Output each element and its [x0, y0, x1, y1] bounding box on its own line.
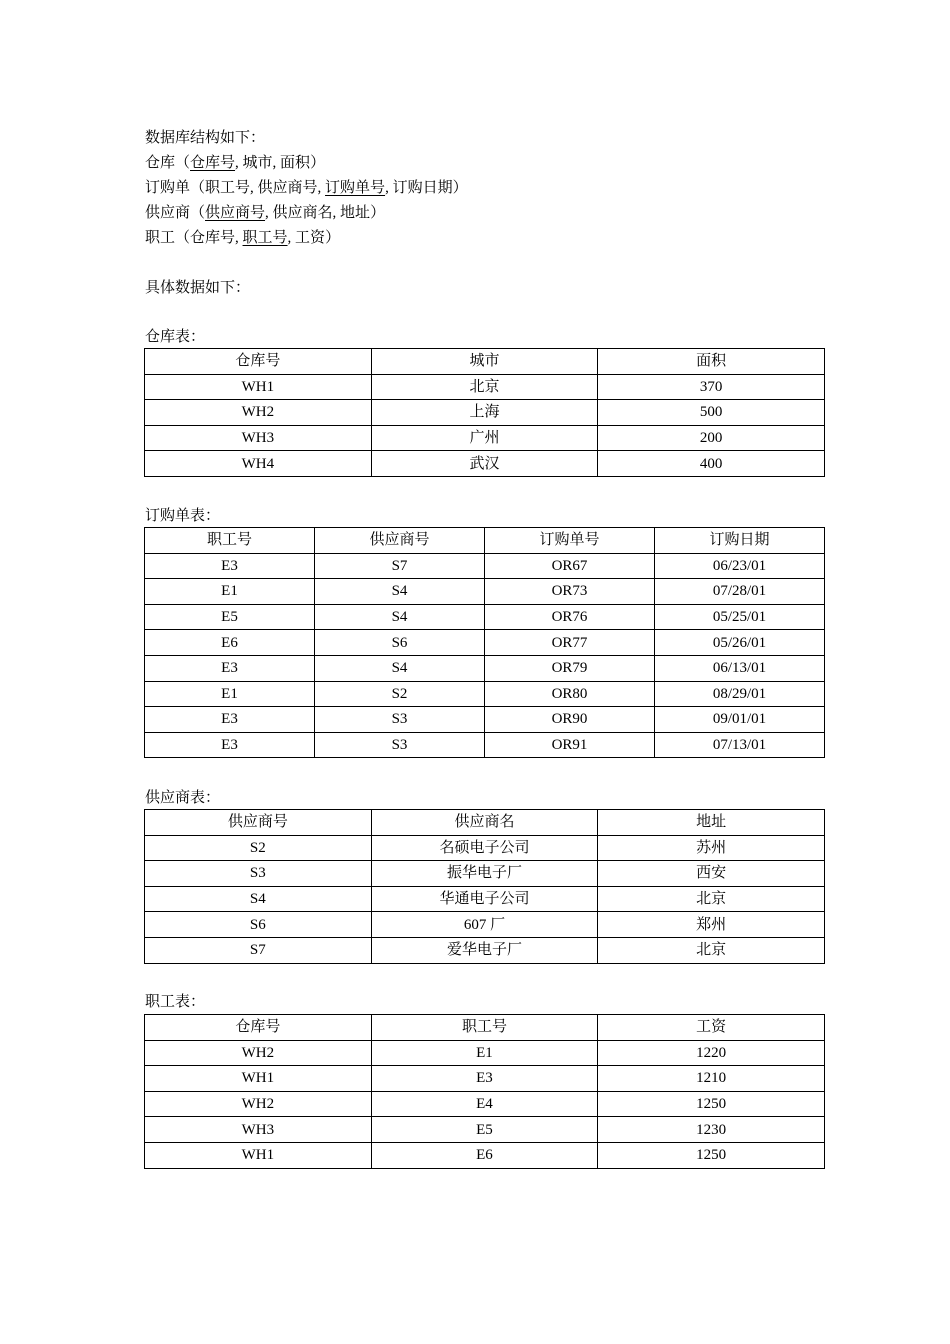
table-row	[145, 1066, 825, 1092]
table-cell: 500	[598, 400, 825, 426]
schema-field: 供应商名	[272, 205, 333, 221]
schema-key-field: 仓库号	[190, 155, 236, 171]
table-cell: 200	[598, 425, 825, 451]
schema-field: 城市	[242, 155, 273, 171]
table-caption: 供应商表：	[145, 790, 221, 806]
table-cell: S4	[315, 579, 485, 605]
table-cell: WH3	[145, 1117, 372, 1143]
table-header-cell: 地址	[598, 810, 825, 836]
table-cell: E5	[145, 604, 315, 630]
table-cell: E6	[371, 1142, 598, 1168]
table-cell: S3	[145, 861, 372, 887]
table-header-cell: 供应商名	[371, 810, 598, 836]
table-cell: OR73	[485, 579, 655, 605]
schema-close-paren: ）	[370, 205, 386, 221]
table-cell: S7	[315, 553, 485, 579]
table-row	[145, 451, 825, 477]
table-cell: OR91	[485, 732, 655, 758]
data-heading: 具体数据如下：	[145, 280, 251, 296]
table-cell: S6	[145, 912, 372, 938]
table-cell: WH2	[145, 1040, 372, 1066]
table-header-row	[145, 1015, 825, 1041]
table-cell: S2	[145, 835, 372, 861]
schema-key-field: 供应商号	[205, 205, 266, 221]
table-cell: S4	[315, 604, 485, 630]
table-cell: WH1	[145, 374, 372, 400]
table-row	[145, 835, 825, 861]
table-cell: 北京	[371, 374, 598, 400]
table-cell: E5	[371, 1117, 598, 1143]
table-header-row	[145, 810, 825, 836]
table-header-row	[145, 349, 825, 375]
table-cell: 1220	[598, 1040, 825, 1066]
table-cell: 1210	[598, 1066, 825, 1092]
schema-entity-name: 职工（	[145, 230, 191, 246]
data-table	[144, 527, 825, 758]
schema-line	[145, 226, 340, 250]
table-row	[145, 553, 825, 579]
table-cell: OR79	[485, 655, 655, 681]
table-cell: 400	[598, 451, 825, 477]
table-cell: E4	[371, 1091, 598, 1117]
schema-close-paren: ）	[325, 230, 341, 246]
table-header-cell: 供应商号	[145, 810, 372, 836]
schema-line	[145, 151, 325, 175]
table-header-cell: 职工号	[145, 528, 315, 554]
field-separator: ,	[265, 205, 273, 221]
table-cell: S2	[315, 681, 485, 707]
table-row	[145, 861, 825, 887]
table-row	[145, 630, 825, 656]
table-row	[145, 1040, 825, 1066]
table-row	[145, 681, 825, 707]
table-cell: 1250	[598, 1142, 825, 1168]
table-row	[145, 579, 825, 605]
table-cell: WH4	[145, 451, 372, 477]
table-cell: OR77	[485, 630, 655, 656]
table-header-cell: 仓库号	[145, 1015, 372, 1041]
table-row	[145, 912, 825, 938]
schema-close-paren: ）	[310, 155, 326, 171]
field-separator: ,	[385, 180, 393, 196]
table-row	[145, 707, 825, 733]
table-cell: 1230	[598, 1117, 825, 1143]
table-cell: S4	[145, 886, 372, 912]
table-cell: 北京	[598, 937, 825, 963]
schema-key-field: 职工号	[242, 230, 288, 246]
table-cell: E3	[145, 553, 315, 579]
table-cell: 苏州	[598, 835, 825, 861]
field-separator: ,	[235, 155, 243, 171]
table-cell: S3	[315, 732, 485, 758]
table-caption: 职工表：	[145, 994, 206, 1010]
table-cell: WH1	[145, 1066, 372, 1092]
table-cell: 广州	[371, 425, 598, 451]
table-row	[145, 937, 825, 963]
table-row	[145, 400, 825, 426]
table-cell: E3	[371, 1066, 598, 1092]
table-cell: E3	[145, 707, 315, 733]
table-cell: 名硕电子公司	[371, 835, 598, 861]
table-cell: 07/28/01	[655, 579, 825, 605]
schema-close-paren: ）	[452, 180, 468, 196]
table-cell: OR76	[485, 604, 655, 630]
table-header-cell: 供应商号	[315, 528, 485, 554]
table-row	[145, 655, 825, 681]
schema-line	[145, 201, 385, 225]
table-cell: 北京	[598, 886, 825, 912]
schema-line	[145, 176, 468, 200]
table-header-row	[145, 528, 825, 554]
data-table	[144, 1014, 825, 1169]
data-table	[144, 809, 825, 964]
data-table	[144, 348, 825, 477]
schema-field: 地址	[340, 205, 371, 221]
table-row	[145, 886, 825, 912]
table-cell: 06/23/01	[655, 553, 825, 579]
table-header-cell: 职工号	[371, 1015, 598, 1041]
table-caption: 仓库表：	[145, 329, 206, 345]
table-cell: E1	[371, 1040, 598, 1066]
schema-entity-name: 供应商（	[145, 205, 206, 221]
table-cell: 607 厂	[371, 912, 598, 938]
table-cell: WH2	[145, 400, 372, 426]
table-row	[145, 1117, 825, 1143]
table-cell: 06/13/01	[655, 655, 825, 681]
schema-entity-name: 仓库（	[145, 155, 191, 171]
table-cell: 09/01/01	[655, 707, 825, 733]
table-cell: 振华电子厂	[371, 861, 598, 887]
table-header-cell: 城市	[371, 349, 598, 375]
table-row	[145, 374, 825, 400]
field-separator: ,	[250, 180, 258, 196]
table-cell: 08/29/01	[655, 681, 825, 707]
table-cell: OR80	[485, 681, 655, 707]
table-header-cell: 工资	[598, 1015, 825, 1041]
schema-field: 职工号	[205, 180, 251, 196]
structure-heading: 数据库结构如下：	[145, 130, 266, 146]
schema-field: 仓库号	[190, 230, 236, 246]
table-caption: 订购单表：	[145, 508, 221, 524]
field-separator: ,	[272, 155, 281, 171]
table-cell: E1	[145, 579, 315, 605]
table-cell: E6	[145, 630, 315, 656]
table-cell: 1250	[598, 1091, 825, 1117]
table-cell: 武汉	[371, 451, 598, 477]
field-separator: ,	[332, 205, 341, 221]
table-cell: S6	[315, 630, 485, 656]
table-cell: S3	[315, 707, 485, 733]
table-cell: WH3	[145, 425, 372, 451]
field-separator: ,	[235, 230, 243, 246]
table-cell: 05/26/01	[655, 630, 825, 656]
table-cell: S4	[315, 655, 485, 681]
table-header-cell: 订购日期	[655, 528, 825, 554]
table-cell: OR90	[485, 707, 655, 733]
table-cell: WH2	[145, 1091, 372, 1117]
table-cell: 07/13/01	[655, 732, 825, 758]
field-separator: ,	[287, 230, 296, 246]
table-row	[145, 1142, 825, 1168]
table-cell: OR67	[485, 553, 655, 579]
schema-field: 供应商号	[257, 180, 318, 196]
table-header-cell: 订购单号	[485, 528, 655, 554]
table-cell: 郑州	[598, 912, 825, 938]
table-row	[145, 732, 825, 758]
field-separator: ,	[317, 180, 326, 196]
table-cell: 西安	[598, 861, 825, 887]
schema-field: 订购日期	[392, 180, 453, 196]
table-cell: E3	[145, 655, 315, 681]
schema-field: 工资	[295, 230, 326, 246]
schema-entity-name: 订购单（	[145, 180, 206, 196]
table-row	[145, 604, 825, 630]
table-cell: E1	[145, 681, 315, 707]
table-row	[145, 1091, 825, 1117]
schema-field: 面积	[280, 155, 311, 171]
table-row	[145, 425, 825, 451]
schema-key-field: 订购单号	[325, 180, 386, 196]
table-cell: 370	[598, 374, 825, 400]
table-cell: 上海	[371, 400, 598, 426]
table-cell: 华通电子公司	[371, 886, 598, 912]
table-cell: 爱华电子厂	[371, 937, 598, 963]
table-cell: E3	[145, 732, 315, 758]
table-cell: WH1	[145, 1142, 372, 1168]
table-header-cell: 仓库号	[145, 349, 372, 375]
table-cell: 05/25/01	[655, 604, 825, 630]
table-cell: S7	[145, 937, 372, 963]
table-header-cell: 面积	[598, 349, 825, 375]
